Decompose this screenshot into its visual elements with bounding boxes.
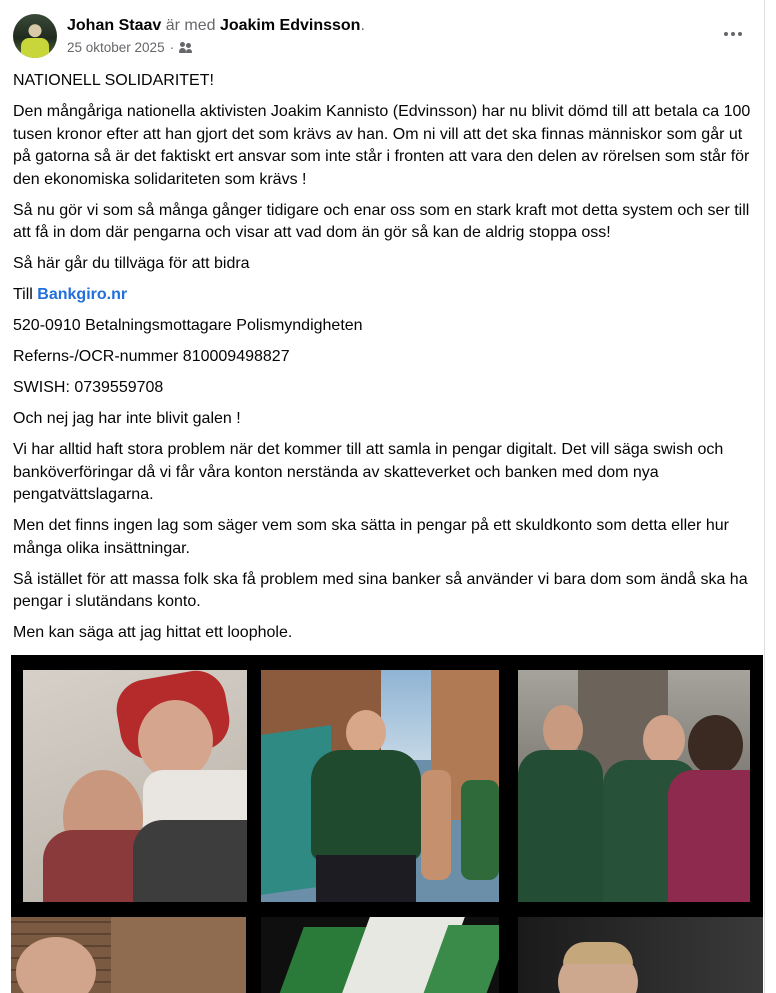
tagged-name[interactable]: Joakim Edvinsson <box>219 17 361 34</box>
photo-flag[interactable] <box>261 917 499 993</box>
post-paragraph: Så här går du tillväga för att bidra <box>13 255 250 272</box>
post-paragraph: Men det finns ingen lag som säger vem som ska sätta in pengar på ett skuldkonto som detta eller hur många olika insättningar. <box>13 517 729 557</box>
avatar[interactable] <box>13 14 57 58</box>
bankgiro-prefix: Till <box>13 286 38 303</box>
post-paragraph: Vi har alltid haft stora problem när det kommer till att samla in pengar digitalt. Det vill säga swish och banköverföringar då vi får våra konton nerstända av skatteverket och banken med dom nya pengatvättslagarna. <box>13 441 724 503</box>
post-paragraph: SWISH: 0739559708 <box>13 379 164 396</box>
post-author-line <box>67 17 365 35</box>
post-paragraph: Och nej jag har inte blivit galen ! <box>13 410 241 427</box>
post-body <box>13 70 755 653</box>
author-name[interactable]: Johan Staav <box>67 17 162 34</box>
post-header <box>13 14 753 62</box>
photo-collage[interactable] <box>11 655 763 993</box>
post-paragraph: Men kan säga att jag hittat ett loophole. <box>13 624 293 641</box>
photo-man-portrait[interactable] <box>518 917 763 993</box>
post-paragraph: Den mångåriga nationella aktivisten Joakim Kannisto (Edvinsson) har nu blivit dömd till att betala ca 100 tusen kronor efter att han gjort det som krävs av han. Om ni vill att det ska finnas människor som går ut på gatorna så är det faktiskt ert ansvar som inte står i fronten att vara den delen av rörelsen som står för den ekonomiska solidariteten som krävs ! <box>13 103 751 188</box>
post-paragraph: 520-0910 Betalningsmottagare Polismyndigheten <box>13 317 363 334</box>
bankgiro-link[interactable]: Bankgiro.nr <box>37 286 128 303</box>
post-date[interactable]: 25 oktober 2025 <box>67 40 165 55</box>
post-paragraph: NATIONELL SOLIDARITET! <box>13 72 214 89</box>
with-suffix: . <box>360 17 365 34</box>
post-paragraph: Så istället för att massa folk ska få problem med sina banker så använder vi bara dom som ändå ska ha pengar i slutändans konto. <box>13 570 748 610</box>
avatar-figure <box>21 38 49 58</box>
photo-two-men-selfie[interactable] <box>23 670 247 902</box>
post-paragraph: Så nu gör vi som så många gånger tidigare och enar oss som en stark kraft mot detta system och ser till att få in dom där pengarna och visar att vad dom än gör så kan de aldrig stoppa oss! <box>13 201 750 241</box>
post-paragraph <box>13 284 755 307</box>
meta-separator: · <box>169 40 175 55</box>
photo-rally-man-sunglasses[interactable] <box>261 670 499 902</box>
friends-icon <box>179 42 193 54</box>
more-options-icon[interactable] <box>717 22 749 46</box>
post-paragraph: Referns-/OCR-nummer 810009498827 <box>13 348 290 365</box>
post-meta <box>67 40 193 55</box>
photo-three-men-street[interactable] <box>518 670 750 902</box>
with-text: är med <box>161 17 220 34</box>
photo-man-brick-wall[interactable] <box>11 917 246 993</box>
